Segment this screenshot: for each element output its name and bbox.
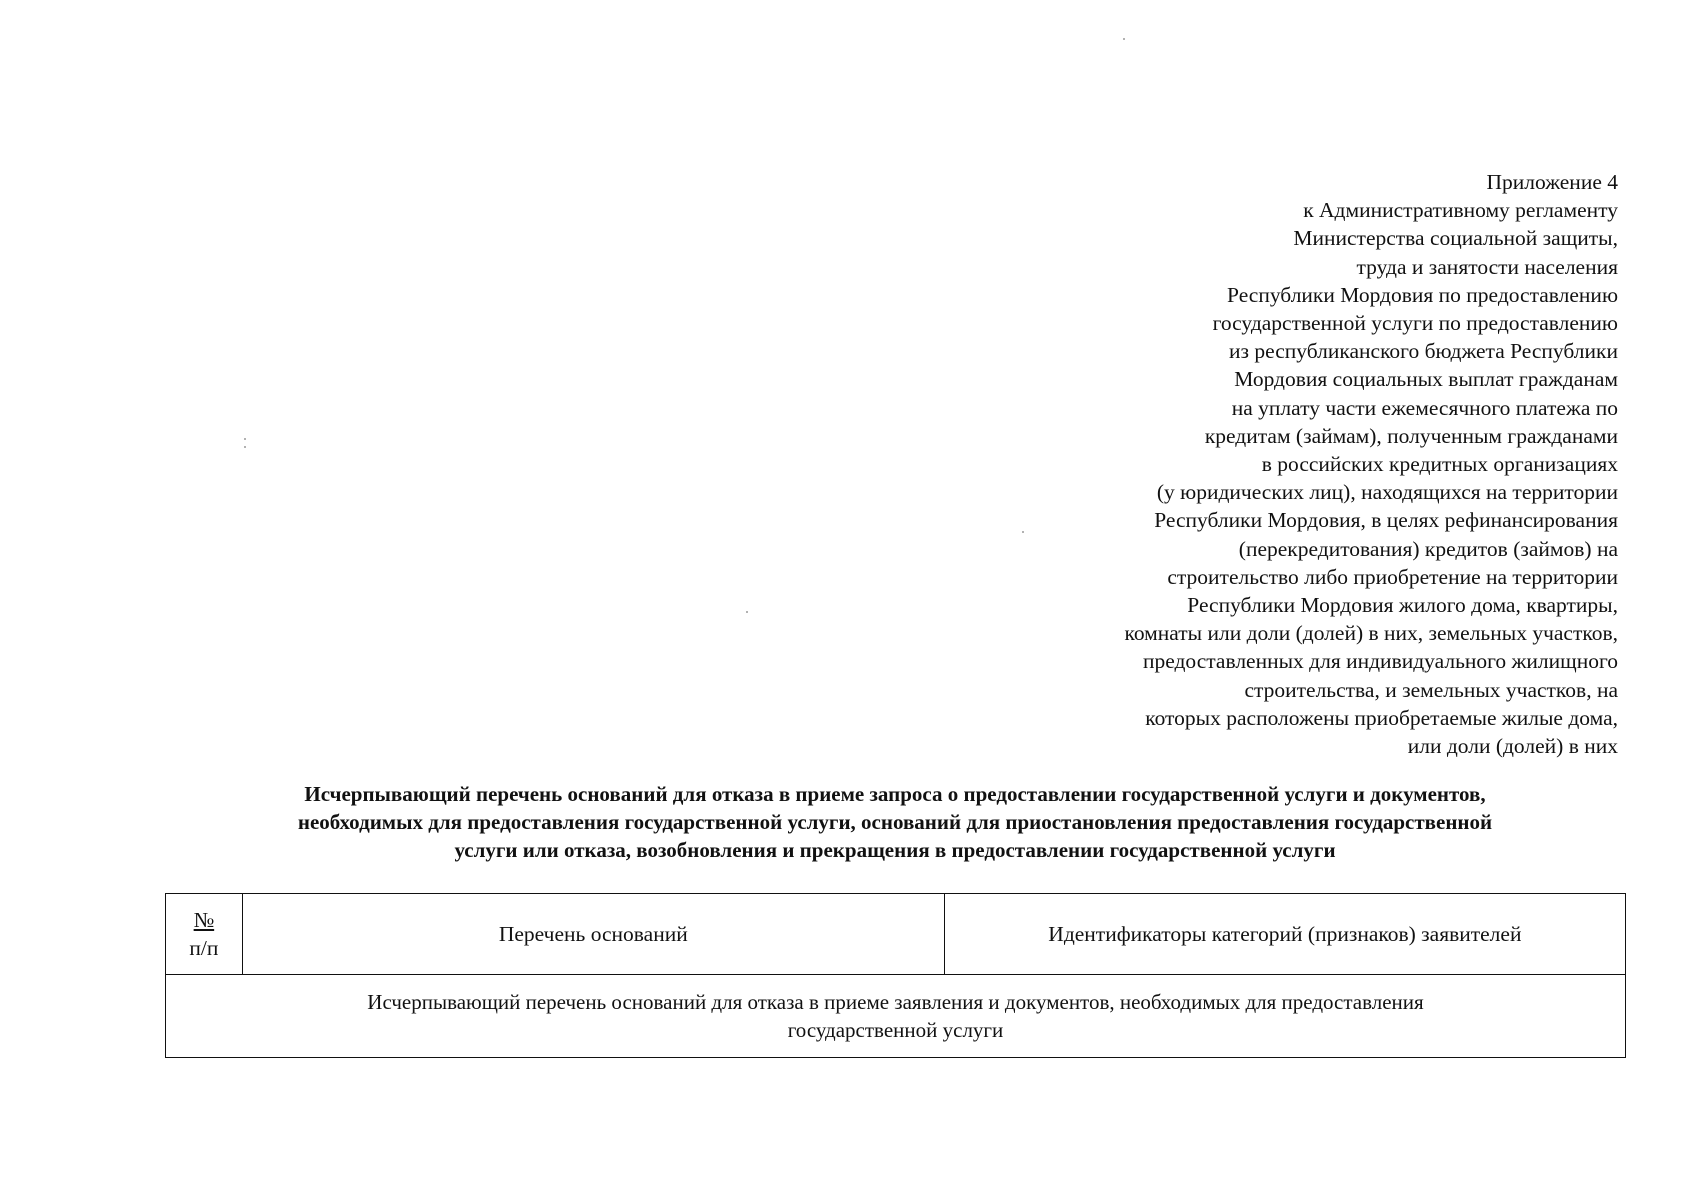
- scan-speck: [244, 446, 246, 448]
- scan-speck: [1123, 38, 1125, 40]
- appendix-line: которых расположены приобретаемые жилые дома,: [1145, 705, 1618, 730]
- section-heading: [166, 975, 1626, 1058]
- header-applicant-ids: Идентификаторы категорий (признаков) заявителей: [944, 894, 1625, 975]
- appendix-line: Республики Мордовия по предоставлению: [1227, 282, 1618, 307]
- table-header-row: [166, 894, 1626, 975]
- document-title: [150, 780, 1640, 864]
- appendix-line: кредитам (займам), полученным гражданами: [1204, 423, 1618, 448]
- header-grounds-list: Перечень оснований: [242, 894, 944, 975]
- title-line: необходимых для предоставления государственной услуги, оснований для приостановления предоставления государственной: [297, 810, 1493, 834]
- appendix-line: в российских кредитных организациях: [1261, 452, 1618, 477]
- appendix-line: Министерства социальной защиты,: [1293, 226, 1618, 251]
- section-heading-line: Исчерпывающий перечень оснований для отказа в приеме заявления и документов, необходимых для предоставления: [367, 990, 1424, 1014]
- appendix-line: труда и занятости населения: [1356, 254, 1618, 279]
- appendix-line: Республики Мордовия, в целях рефинансирования: [1154, 508, 1618, 533]
- scan-speck: [244, 438, 246, 440]
- appendix-line: Республики Мордовия жилого дома, квартиры,: [1187, 593, 1618, 618]
- appendix-line: Мордовия социальных выплат гражданам: [1234, 367, 1618, 392]
- header-number-abbrev: п/п: [189, 936, 219, 960]
- appendix-line: (перекредитования) кредитов (займов) на: [1238, 536, 1618, 561]
- header-number: [166, 894, 243, 975]
- appendix-line: (у юридических лиц), находящихся на территории: [1156, 480, 1618, 505]
- appendix-line: из республиканского бюджета Республики: [1229, 339, 1618, 364]
- appendix-line: комнаты или доли (долей) в них, земельных участков,: [1124, 621, 1618, 646]
- scan-speck: [746, 611, 748, 613]
- scan-speck: [1022, 531, 1024, 533]
- appendix-block: [998, 168, 1618, 760]
- title-line: услуги или отказа, возобновления и прекращения в предоставлении государственной услуги: [454, 838, 1336, 862]
- title-line: Исчерпывающий перечень оснований для отказа в приеме запроса о предоставлении государственной услуги и документов,: [304, 782, 1486, 806]
- appendix-line: к Административному регламенту: [1303, 198, 1618, 223]
- table-section-row: [166, 975, 1626, 1058]
- appendix-line: строительство либо приобретение на территории: [1167, 564, 1618, 589]
- appendix-line: строительства, и земельных участков, на: [1244, 677, 1618, 702]
- appendix-line: или доли (долей) в них: [1407, 734, 1618, 759]
- appendix-line: Приложение 4: [1486, 170, 1618, 194]
- appendix-line: на уплату части ежемесячного платежа по: [1231, 395, 1618, 420]
- appendix-line: предоставленных для индивидуального жилищного: [1142, 649, 1618, 674]
- appendix-line: государственной услуги по предоставлению: [1212, 311, 1618, 336]
- section-heading-line: государственной услуги: [787, 1018, 1004, 1042]
- grounds-table: [165, 893, 1626, 1058]
- header-number-symbol: №: [193, 908, 215, 932]
